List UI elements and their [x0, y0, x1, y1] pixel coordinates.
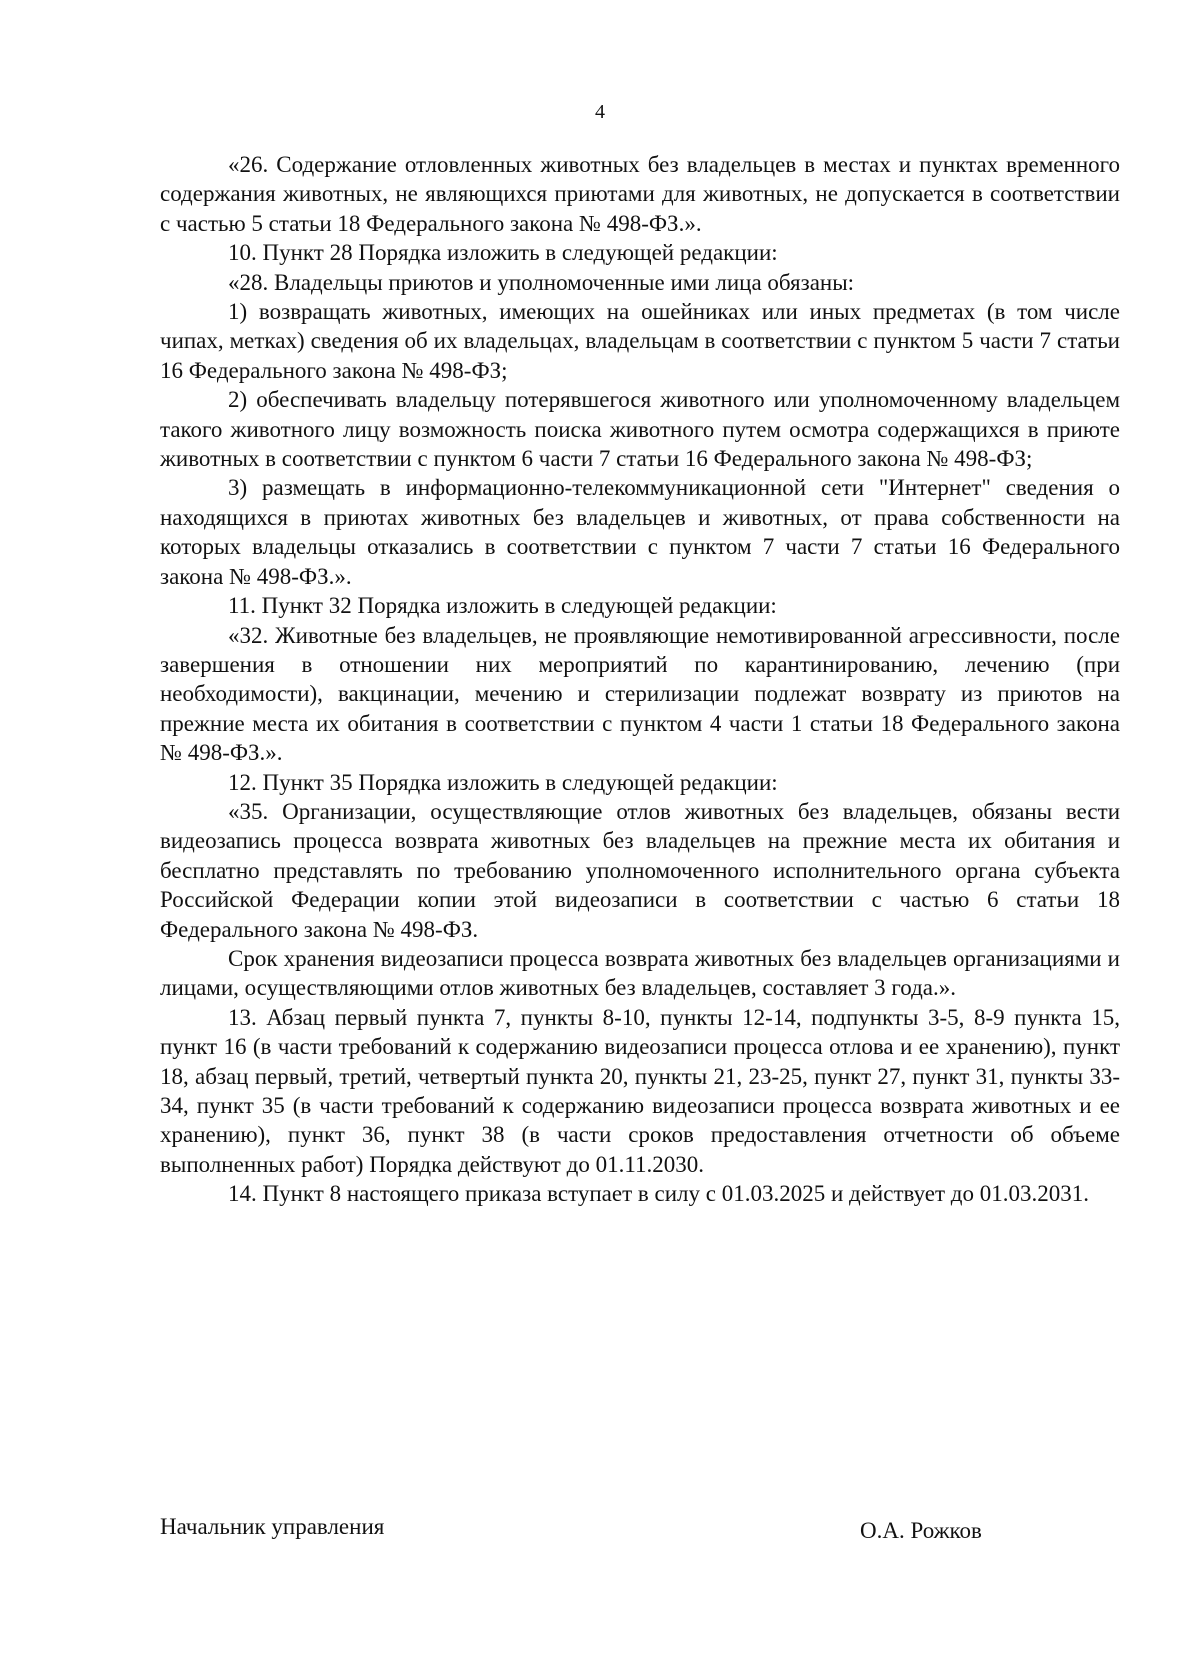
paragraph-clause-32: «32. Животные без владельцев, не проявляющие немотивированной агрессивности, после завершения в отношении них мероприятий по карантинированию, лечению (при необходимости), вакцинации, мечению и стерилизации подлежат возврату из приютов на прежние места их обитания в соответствии с пунктом 4 части 1 статьи 18 Федерального закона № 498-ФЗ.». — [160, 622, 1120, 766]
paragraph-clause-35: «35. Организации, осуществляющие отлов животных без владельцев, обязаны вести видеозапись процесса возврата животных без владельцев на прежние места их обитания и бесплатно представлять по требованию уполномоченного исполнительного органа субъекта Российской Федерации копии этой видеозаписи в соответствии с частью 6 статьи 18 Федерального закона № 498-ФЗ. — [160, 798, 1120, 942]
paragraph-item-11: 11. Пункт 32 Порядка изложить в следующей редакции: — [228, 593, 777, 619]
paragraph-subitem-3: 3) размещать в информационно-телекоммуникационной сети "Интернет" сведения о находящихся в приютах животных без владельцев и животных, от права собственности на которых владельцы отказались в соответствии с пунктом 7 части 7 статьи 16 Федерального закона № 498-ФЗ.». — [160, 475, 1120, 589]
paragraph-storage-period: Срок хранения видеозаписи процесса возврата животных без владельцев организациями и лицами, осуществляющими отлов животных без владельцев, составляет 3 года.». — [160, 945, 1120, 1001]
paragraph-clause-28: «28. Владельцы приютов и уполномоченные ими лица обязаны: — [228, 269, 855, 295]
page-number: 4 — [595, 101, 605, 123]
paragraph-item-14: 14. Пункт 8 настоящего приказа вступает в силу с 01.03.2025 и действует до 01.03.2031. — [228, 1181, 1089, 1207]
signatory-name: О.А. Рожков — [860, 1518, 982, 1543]
signatory-position: Начальник управления — [160, 1514, 385, 1539]
paragraph-item-10: 10. Пункт 28 Порядка изложить в следующей редакции: — [228, 240, 778, 266]
paragraph-clause-26: «26. Содержание отловленных животных без владельцев в местах и пунктах временного содержания животных, не являющихся приютами для животных, не допускается в соответствии с частью 5 статьи 18 Федерального закона № 498-ФЗ.». — [160, 152, 1120, 236]
document-body — [160, 150, 1120, 1209]
paragraph-subitem-2: 2) обеспечивать владельцу потерявшегося животного или уполномоченному владельцем такого животного лицу возможность поиска животного путем осмотра содержащихся в приюте животных в соответствии с пунктом 6 части 7 статьи 16 Федерального закона № 498-ФЗ; — [160, 387, 1120, 472]
paragraph-item-12: 12. Пункт 35 Порядка изложить в следующей редакции: — [228, 769, 778, 795]
paragraph-subitem-1: 1) возвращать животных, имеющих на ошейниках или иных предметах (в том числе чипах, метках) сведения об их владельцах, владельцам в соответствии с пунктом 5 части 7 статьи 16 Федерального закона № 498-ФЗ; — [160, 299, 1120, 383]
paragraph-item-13: 13. Абзац первый пункта 7, пункты 8-10, пункты 12-14, подпункты 3-5, 8-9 пункта 15, пункт 16 (в части требований к содержанию видеозаписи процесса отлова и ее хранению), пункт 18, абзац первый, третий, четвертый пункта 20, пункты 21, 23-25, пункт 27, пункт 31, пункты 33-34, пункт 35 (в части требований к содержанию видеозаписи процесса возврата животных и ее хранению), пункт 36, пункт 38 (в части сроков предоставления отчетности об объеме выполненных работ) Порядка действуют до 01.11.2030. — [160, 1004, 1120, 1177]
